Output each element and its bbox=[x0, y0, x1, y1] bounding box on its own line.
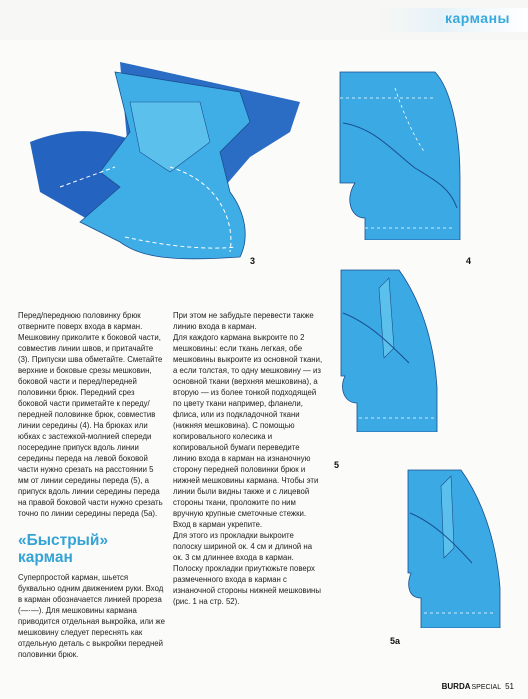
figure-5-illustration bbox=[339, 268, 443, 432]
col2-paragraph-1: При этом не забудьте перевести также линию входа в карман. bbox=[173, 311, 314, 331]
text-column-1-lower bbox=[18, 572, 166, 660]
figure-4-illustration bbox=[335, 68, 485, 240]
section-title: карманы bbox=[444, 10, 510, 26]
col2-paragraph-2: Для каждого кармана выкроите по 2 мешковины: если ткань легкая, обе мешковины выкроите из основной ткани, а если толстая, то одну мешковину — из основной ткани (верхняя мешковина), а вторую — из более тонкой подходящей по цвету ткани например, фланели, флиса, или из подкладочной ткани (нижняя мешковина). С помощью копировального колесика и копировальной бумаги переведите линию входа в карман на изнаночную сторону передней половинки брюк и нижней мешковины кармана. Чтобы эти линии были видны также и с лицевой стороны ткани, проложите по ним вручную крупные сметочные стежки. Вход в карман укрепите. bbox=[173, 333, 323, 529]
figure-3-illustration bbox=[20, 62, 300, 270]
figure-3-number: 3 bbox=[250, 256, 256, 266]
section-heading bbox=[18, 532, 108, 566]
footer-brand: BURDA bbox=[441, 682, 471, 691]
page-number: 51 bbox=[505, 682, 514, 691]
page-header bbox=[0, 0, 528, 40]
heading-line-2: карман bbox=[18, 549, 73, 566]
text-column-1 bbox=[18, 310, 166, 519]
col2-paragraph-3: Для этого из прокладки выкроите полоску шириной ок. 4 см и длиной на ок. 3 см длиннее входа в карман. Полоску прокладки приутюжьте поверх размеченного входа в карман с изнаночной стороны нижней мешковины (рис. 1 на стр. 52). bbox=[173, 531, 321, 606]
heading-line-1: «Быстрый» bbox=[18, 532, 109, 549]
text-column-2 bbox=[173, 310, 323, 607]
instruction-paragraph: Перед/переднюю половинку брюк отверните поверх входа в карман. Мешковину приколите к боковой части, совместив линии швов, и притачайте (3). Припуски шва обметайте. Сметайте верхние и боковые срезы мешковин, боковой части и перед/передней половинки брюк. Передний срез боковой части приметайте к переду/передней половинке брюк, совместив линии середины (4). На брюках или юбках с застежкой-молнией спереди посередине припуск вдоль линии середины переда на левой боковой части нужно срезать на расстоянии 5 мм от линии середины переда (5), а припуск вдоль линии середины переда на правой боковой части нужно срезать точно по линии середины переда (5а). bbox=[18, 311, 163, 518]
quick-pocket-paragraph: Суперпростой карман, шьется буквально одним движением руки. Вход в карман обозначается линией прореза (—·—). Для мешковины кармана приводится отдельная выкройка, или же мешковину следует переснять как отдельную деталь с выкройки передней половинки брюк. bbox=[18, 573, 165, 659]
figure-5-number: 5 bbox=[334, 460, 340, 470]
figure-5a-illustration bbox=[406, 468, 506, 628]
figure-5a-number: 5a bbox=[390, 636, 401, 646]
figure-4-number: 4 bbox=[466, 256, 472, 266]
footer-special: SPECIAL bbox=[471, 684, 502, 691]
page-footer bbox=[442, 682, 514, 691]
